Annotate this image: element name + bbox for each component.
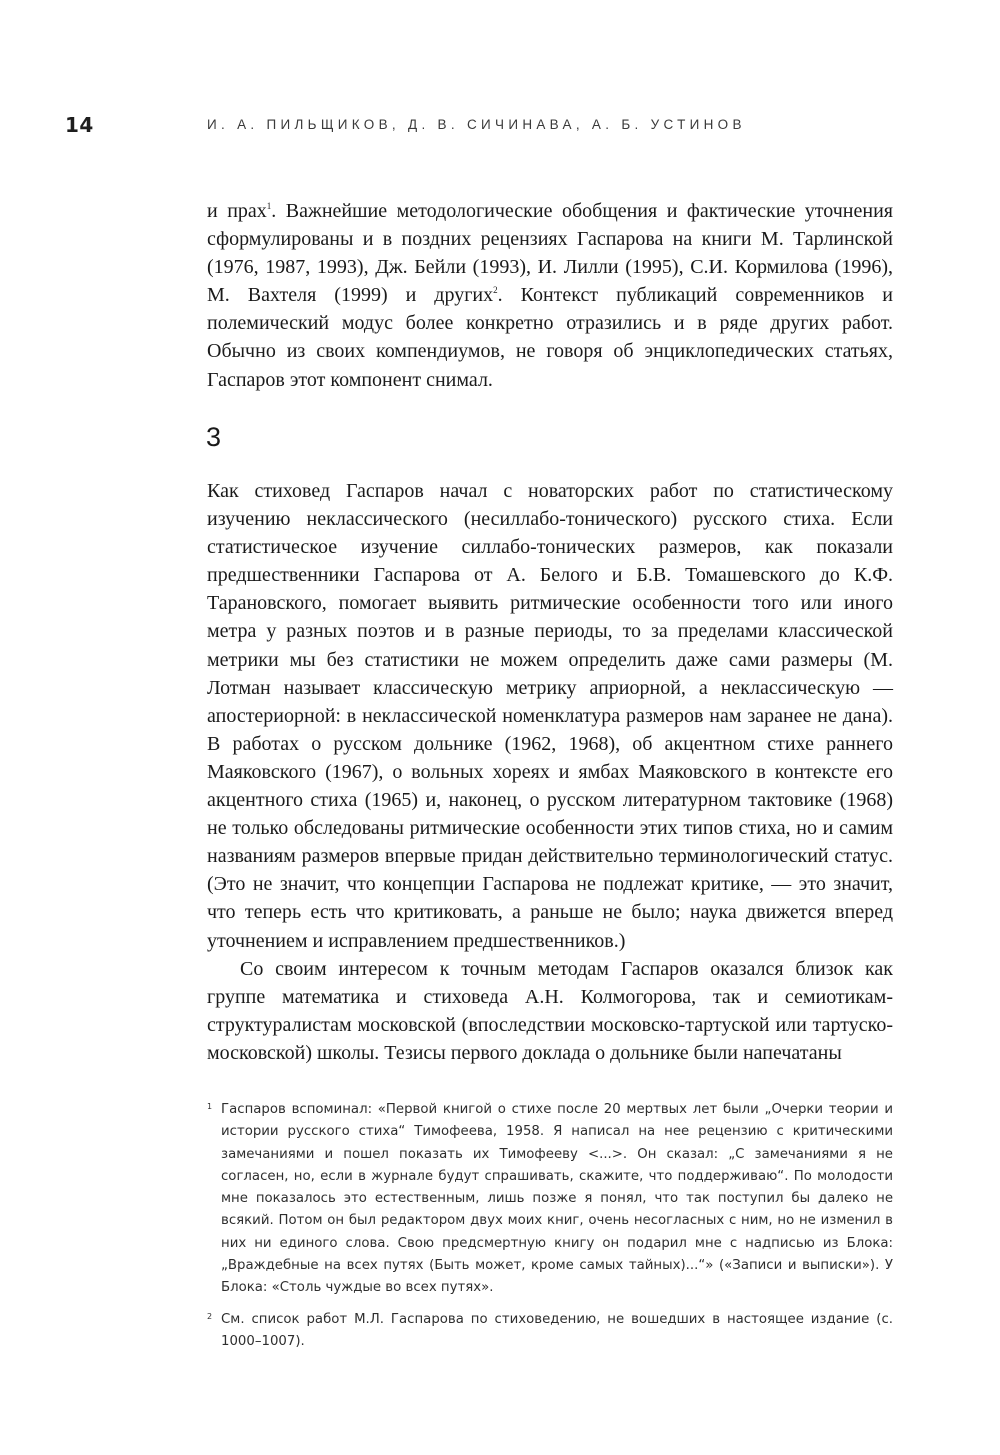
- intro-paragraph-block: [207, 197, 893, 394]
- footnote-ref-1[interactable]: 1: [266, 201, 272, 211]
- footnote-1: [207, 1099, 893, 1300]
- footnote-text: Гаспаров вспоминал: «Первой книгой о стихе после 20 мертвых лет были „Очерки теории и истории русского стиха“ Тимофеева, 1958. Я написал на нее рецензию с критическими замечаниями и пошел показать их Тимофееву <...>. Он сказал: „С замечаниями я не согласен, но, если в журнале будут спрашивать, скажите, что поддерживаю“. По молодости мне показалось это естественным, лишь позже я понял, что так поступил бы далеко не всякий. Потом он был редактором двух моих книг, очень несогласных с ним, но не изменил в них ни единого слова. Свою предсмертную книгу он подарил мне с надписью из Блока: „Враждебные на всех путях (Быть может, кроме самых тайных)...“» («Записи и выписки»). У Блока: «Столь чуждые во всех путях».: [221, 1102, 893, 1296]
- section-paragraph-2: Со своим интересом к точным методам Гаспаров оказался близок как группе математика и стиховеда А.Н. Колмогорова, так и семиотикам-структуралистам московской (впоследствии московско-тартуской или тартуско-московской) школы. Тезисы первого доклада о дольнике были напечатаны: [207, 957, 893, 1064]
- intro-text-middle: . Важнейшие методологические обобщения и фактические уточнения сформулированы и в поздних рецензиях Гаспарова на книги М. Тарлинской (1976, 1987, 1993), Дж. Бейли (1993), И. Лилли (1995), С.И. Кормилова (1996), М. Вахтеля (1999) и других: [207, 200, 893, 307]
- page-number: 14: [65, 113, 94, 137]
- intro-text-start: и прах: [207, 200, 267, 222]
- footnotes: [207, 1099, 893, 1362]
- intro-paragraph: [207, 197, 893, 394]
- footnote-ref-2[interactable]: 2: [493, 285, 498, 296]
- footnote-text: См. список работ М.Л. Гаспарова по стиховедению, не вошедших в настоящее издание (с. 1000–1007).: [221, 1311, 893, 1349]
- running-head: И. А. ПИЛЬЩИКОВ, Д. В. СИЧИНАВА, А. Б. УСТИНОВ: [207, 117, 746, 132]
- intro-text-end: . Контекст публикаций современников и полемический модус более конкретно отразились и в ряде других работ. Обычно из своих компендиумов, не говоря об энциклопедических статьях, Гаспаров этот компонент снимал.: [207, 284, 893, 391]
- section-paragraph-1: Как стиховед Гаспаров начал с новаторских работ по статистическому изучению неклассического (несиллабо-тонического) русского стиха. Если статистическое изучение силлабо-тонических размеров, как показали предшественники Гаспарова от А. Белого и Б.В. Томашевского до К.Ф. Тарановского, помогает выявить ритмические особенности того или иного метра у разных поэтов и в разные периоды, то за пределами классической метрики мы без статистики не можем определить даже сами размеры (М. Лотман называет классическую метрику априорной, а неклассическую — апостериорной: в неклассической номенклатура размеров нам заранее не дана). В работах о русском дольнике (1962, 1968), об акцентном стихе раннего Маяковского (1967), о вольных хореях и ямбах Маяковского в контексте его акцентного стиха (1965) и, наконец, о русском литературном тактовике (1968) не только обследованы ритмические особенности этих типов стиха, но и самим названиям размеров впервые придан действительно терминологический статус. (Это не значит, что концепции Гаспарова не подлежат критике, — это значит, что теперь есть что критиковать, а раньше не было; наука движется вперед уточнением и исправлением предшественников.): [207, 480, 893, 952]
- footnote-marker: 2: [207, 1311, 213, 1321]
- section-heading: 3: [206, 422, 222, 452]
- footnote-2: [207, 1309, 893, 1354]
- footnote-marker: 1: [207, 1102, 213, 1111]
- section-body: [207, 477, 893, 1067]
